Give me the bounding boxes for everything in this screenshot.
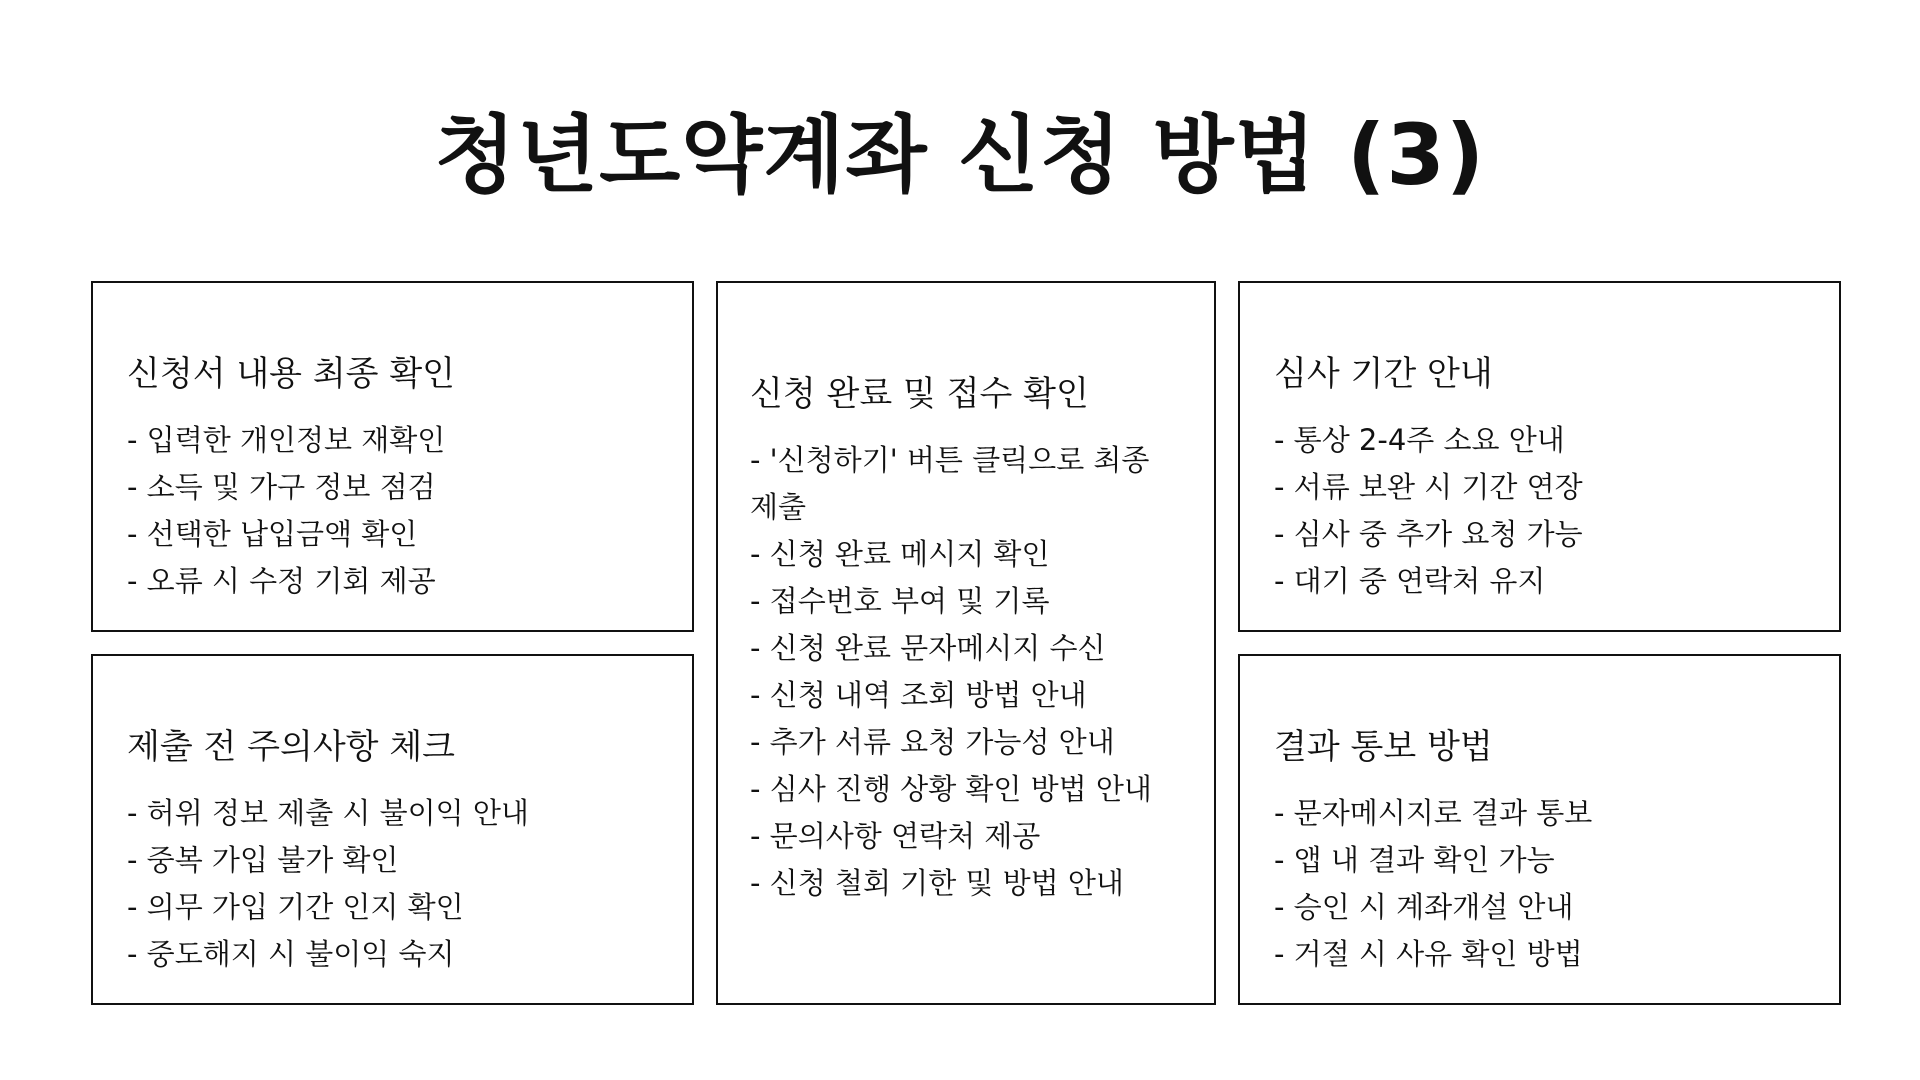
card-item-list (1274, 417, 1809, 605)
card-title: 제출 전 주의사항 체크 (127, 727, 456, 767)
list-item: - 중복 가입 불가 확인 (127, 843, 399, 877)
list-item: - 신청 철회 기한 및 방법 안내 (750, 866, 1124, 900)
list-item: - 앱 내 결과 확인 가능 (1274, 843, 1555, 877)
list-item: - 통상 2-4주 소요 안내 (1274, 423, 1565, 457)
list-item: - 선택한 납입금액 확인 (127, 517, 418, 551)
list-item: - 심사 중 추가 요청 가능 (1274, 517, 1583, 551)
list-item: - '신청하기' 버튼 클릭으로 최종 제출 (750, 443, 1150, 524)
card-final-review (91, 281, 694, 632)
card-item-list (127, 790, 662, 978)
card-title: 결과 통보 방법 (1274, 727, 1493, 767)
list-item: - 의무 가입 기간 인지 확인 (127, 890, 464, 924)
card-title: 신청서 내용 최종 확인 (127, 354, 456, 394)
list-item: - 입력한 개인정보 재확인 (127, 423, 446, 457)
card-title: 신청 완료 및 접수 확인 (750, 374, 1089, 414)
list-item: - 신청 완료 메시지 확인 (750, 537, 1050, 571)
card-completion (716, 281, 1216, 1005)
list-item: - 대기 중 연락처 유지 (1274, 564, 1546, 598)
list-item: - 문의사항 연락처 제공 (750, 819, 1041, 853)
list-item: - 승인 시 계좌개설 안내 (1274, 890, 1574, 924)
card-precheck (91, 654, 694, 1005)
card-item-list (127, 417, 662, 605)
list-item: - 허위 정보 제출 시 불이익 안내 (127, 796, 529, 830)
card-result (1238, 654, 1841, 1005)
card-title: 심사 기간 안내 (1274, 354, 1493, 394)
page-title: 청년도약계좌 신청 방법 (3) (434, 106, 1486, 204)
list-item: - 거절 시 사유 확인 방법 (1274, 937, 1583, 971)
list-item: - 소득 및 가구 정보 점검 (127, 470, 436, 504)
list-item: - 신청 완료 문자메시지 수신 (750, 631, 1106, 665)
list-item: - 서류 보완 시 기간 연장 (1274, 470, 1583, 504)
list-item: - 접수번호 부여 및 기록 (750, 584, 1050, 618)
card-review-period (1238, 281, 1841, 632)
list-item: - 신청 내역 조회 방법 안내 (750, 678, 1087, 712)
list-item: - 문자메시지로 결과 통보 (1274, 796, 1593, 830)
card-item-list (1274, 790, 1809, 978)
list-item: - 중도해지 시 불이익 숙지 (127, 937, 455, 971)
card-item-list (750, 437, 1184, 907)
list-item: - 오류 시 수정 기회 제공 (127, 564, 436, 598)
list-item: - 심사 진행 상황 확인 방법 안내 (750, 772, 1152, 806)
list-item: - 추가 서류 요청 가능성 안내 (750, 725, 1115, 759)
